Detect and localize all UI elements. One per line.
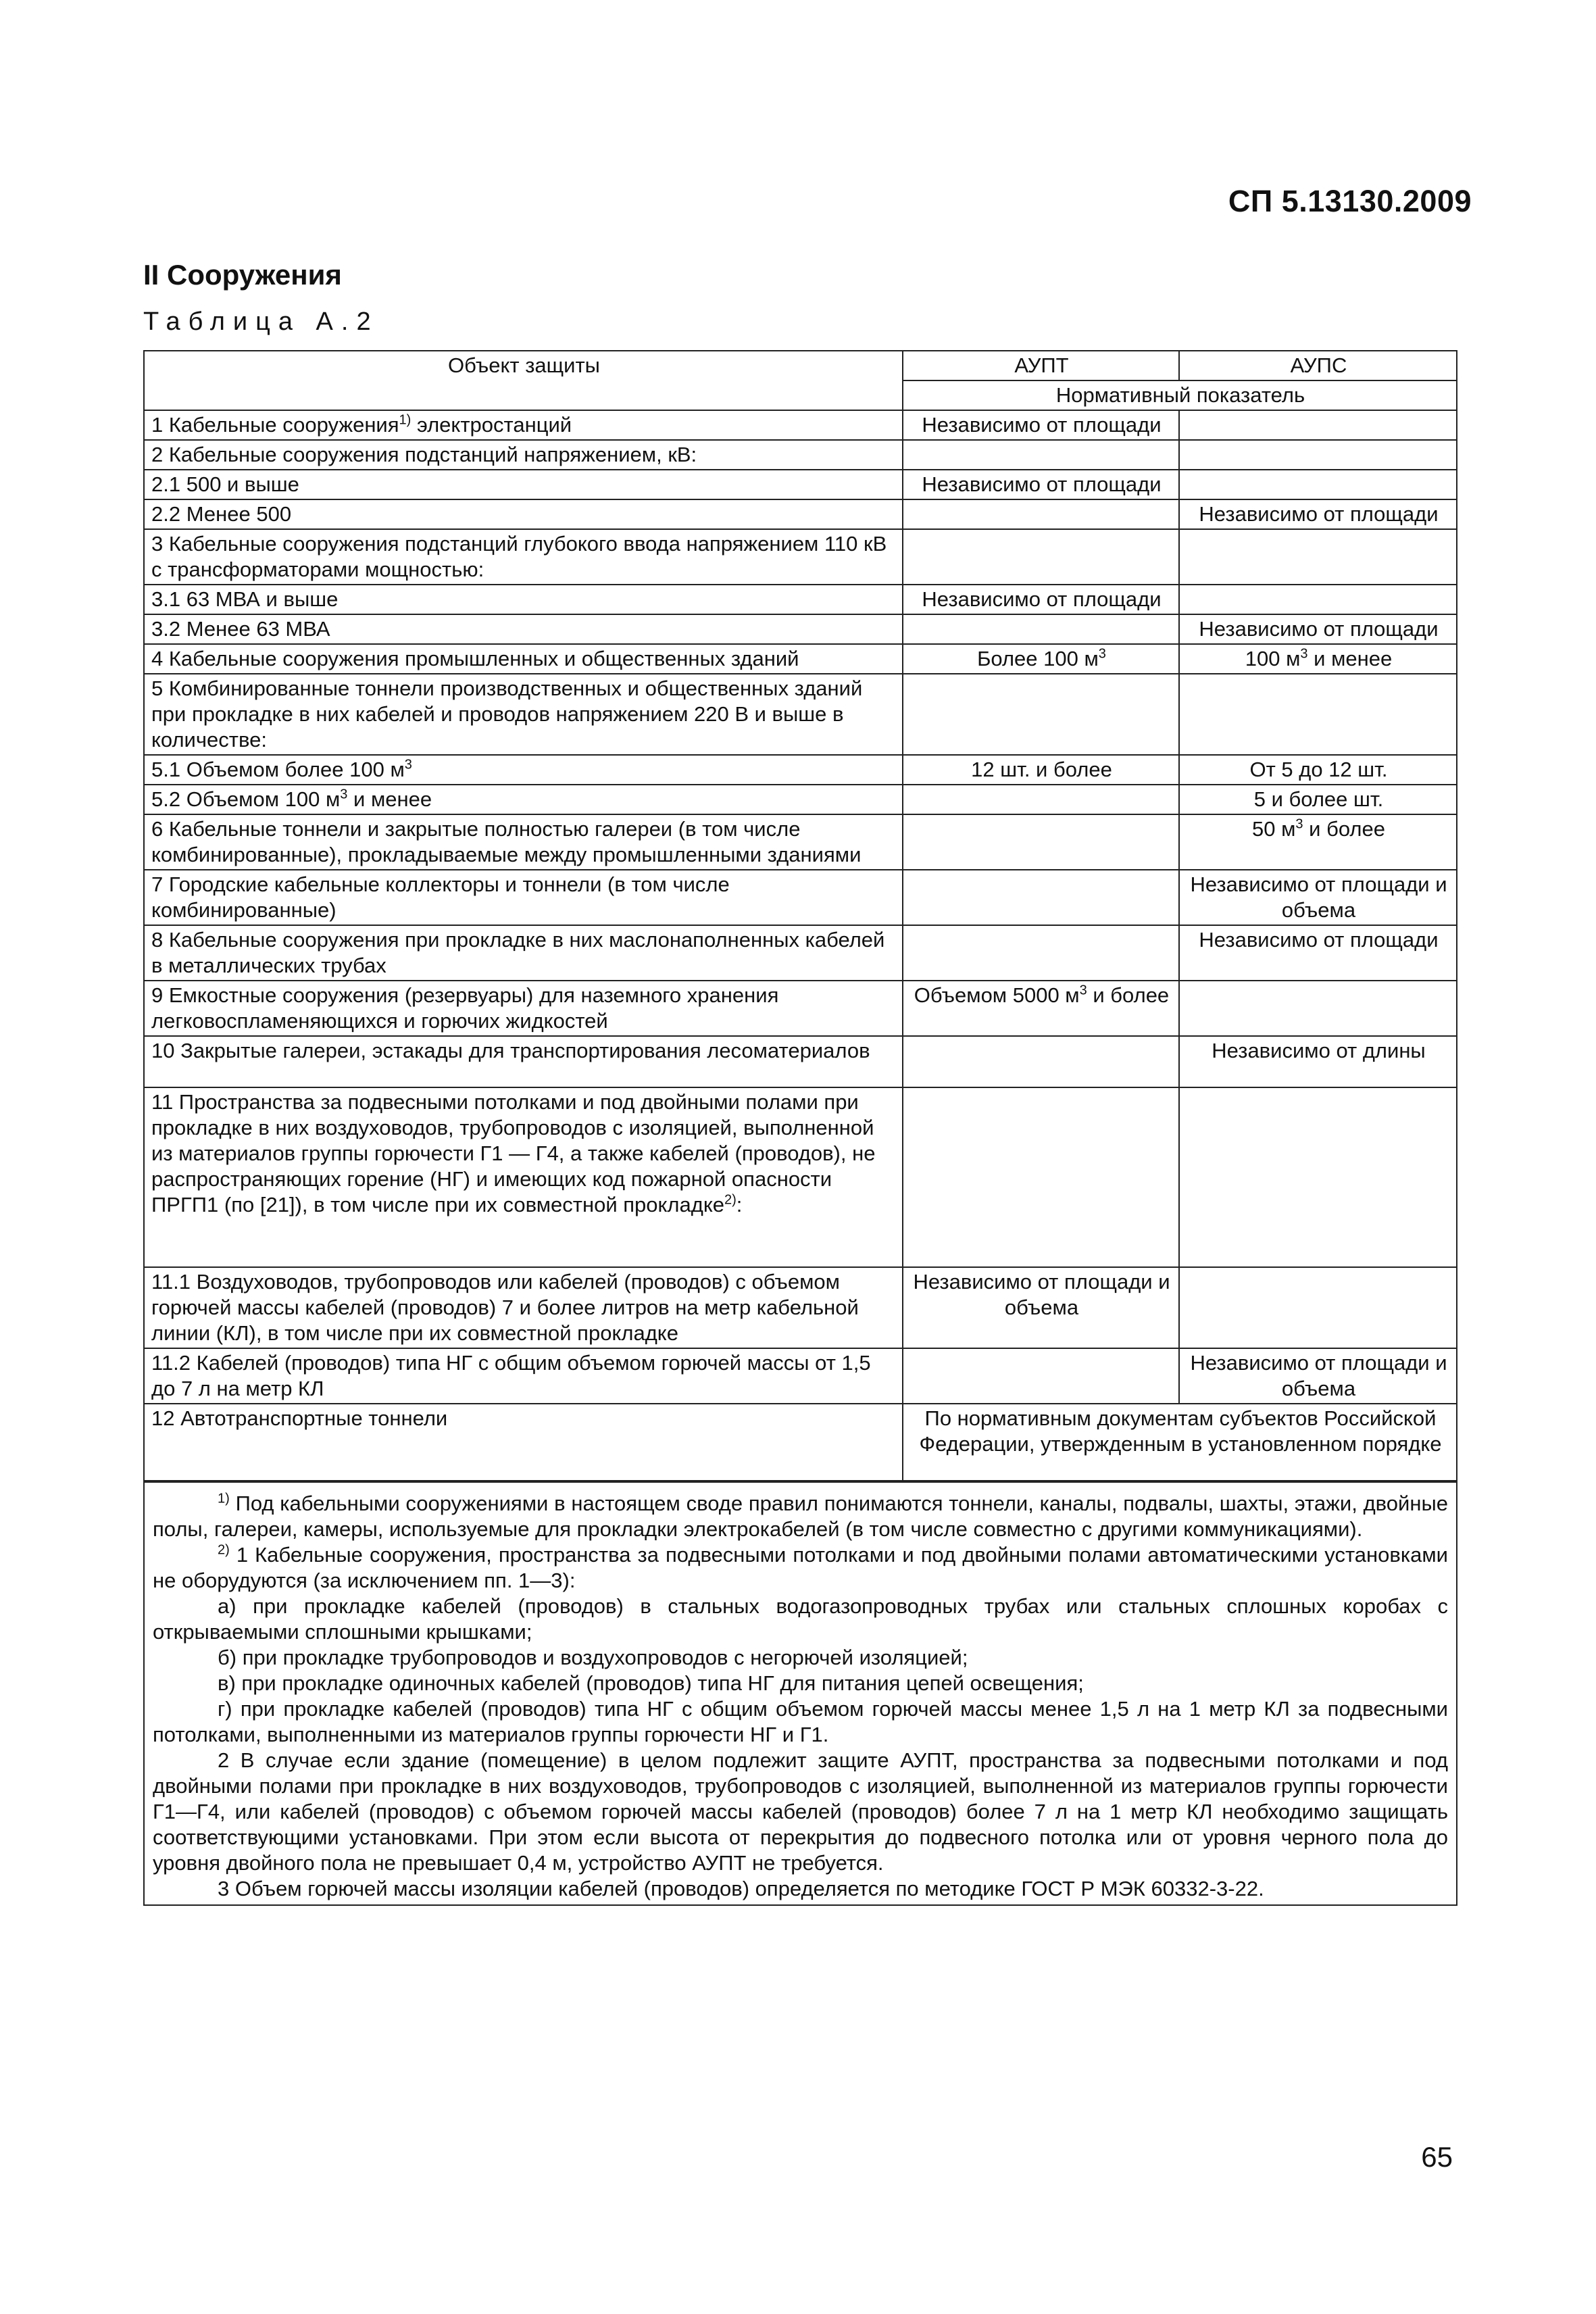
cell-object bbox=[145, 1036, 903, 1087]
table-row bbox=[145, 1267, 1456, 1348]
cell-object bbox=[145, 1267, 903, 1348]
table-row bbox=[145, 529, 1456, 585]
footnote-mark: 3 bbox=[1098, 646, 1106, 662]
cell-aups bbox=[1179, 1087, 1456, 1267]
footnote-paragraph bbox=[153, 1876, 1448, 1902]
cell-text: Независимо от площади и объема bbox=[1190, 1351, 1447, 1400]
cell-object bbox=[145, 981, 903, 1036]
table-row bbox=[145, 1036, 1456, 1087]
cell-aupt bbox=[903, 440, 1179, 470]
table-row bbox=[145, 470, 1456, 499]
cell-text: 1 Кабельные сооружения bbox=[151, 413, 399, 437]
cell-aupt bbox=[903, 529, 1179, 585]
cell-object bbox=[145, 644, 903, 674]
header-aups: АУПС bbox=[1179, 351, 1456, 380]
cell-object bbox=[145, 925, 903, 981]
footnote-mark: 2) bbox=[724, 1192, 737, 1208]
footnote-mark: 3 bbox=[1079, 983, 1087, 998]
cell-aupt bbox=[903, 1348, 1179, 1404]
header-object: Объект защиты bbox=[145, 351, 903, 410]
cell-text: Независимо от длины bbox=[1212, 1039, 1426, 1062]
cell-object bbox=[145, 674, 903, 755]
cell-text: 2.1 500 и выше bbox=[151, 472, 299, 496]
cell-aupt bbox=[903, 499, 1179, 529]
cell-text: 5.1 Объемом более 100 м bbox=[151, 758, 405, 781]
cell-text: 9 Емкостные сооружения (резервуары) для наземного хранения легковоспламеняющихся и горючих жидкостей bbox=[151, 983, 779, 1033]
footnote-mark: 1) bbox=[399, 412, 412, 428]
cell-text: 5.2 Объемом 100 м bbox=[151, 787, 341, 811]
footnote-mark: 1) bbox=[218, 1491, 230, 1506]
table-row bbox=[145, 585, 1456, 614]
footnote-paragraph bbox=[153, 1671, 1448, 1696]
cell-aupt bbox=[903, 585, 1179, 614]
cell-aupt bbox=[903, 755, 1179, 785]
table-row bbox=[145, 981, 1456, 1036]
footnote-paragraph bbox=[153, 1748, 1448, 1876]
cell-text: 5 Комбинированные тоннели производственных и общественных зданий при прокладке в них кабелей и проводов напряжением 220 В и выше в количестве: bbox=[151, 676, 863, 752]
table-row bbox=[145, 674, 1456, 755]
cell-aups bbox=[1179, 614, 1456, 644]
cell-text: От 5 до 12 шт. bbox=[1249, 758, 1388, 781]
cell-text: 8 Кабельные сооружения при прокладке в них маслонаполненных кабелей в металлических трубах bbox=[151, 928, 885, 977]
table-container bbox=[143, 350, 1457, 1906]
cell-aups bbox=[1179, 470, 1456, 499]
cell-text: 11.2 Кабелей (проводов) типа НГ с общим объемом горючей массы от 1,5 до 7 л на метр КЛ bbox=[151, 1351, 871, 1400]
cell-text-tail: : bbox=[736, 1193, 743, 1216]
cell-merged-normative: По нормативным документам субъектов Российской Федерации, утвержденным в установленном порядке bbox=[903, 1404, 1456, 1481]
cell-aups bbox=[1179, 1036, 1456, 1087]
footnote-paragraph bbox=[153, 1696, 1448, 1748]
cell-aups bbox=[1179, 585, 1456, 614]
cell-object bbox=[145, 499, 903, 529]
footnote-text: г) при прокладке кабелей (проводов) типа НГ с общим объемом горючей массы менее 1,5 л на 1 метр КЛ за подвесными потолками, выполненными из материалов группы горючести НГ и Г1. bbox=[153, 1697, 1448, 1746]
table-header-row bbox=[145, 351, 1456, 380]
cell-object bbox=[145, 470, 903, 499]
cell-aups bbox=[1179, 755, 1456, 785]
cell-aups bbox=[1179, 785, 1456, 814]
footnote-paragraph bbox=[153, 1645, 1448, 1671]
cell-aupt bbox=[903, 814, 1179, 870]
cell-text: 100 м bbox=[1245, 647, 1301, 670]
footnote-text: 2 В случае если здание (помещение) в целом подлежит защите АУПТ, пространства за подвесными потолками и под двойными полами при прокладке в них воздуховодов, трубопроводов с изоляцией, выполненной из материалов группы горючести Г1—Г4, или кабелей (проводов) с объемом горючей массы кабелей (проводов) более 7 л на 1 метр КЛ необходимо защищать соответствующими установками. При этом если высота от перекрытия до подвесного потолка или от уровня черного пола до уровня двойного пола не превышает 0,4 м, устройство АУПТ не требуется. bbox=[153, 1748, 1448, 1875]
cell-aupt bbox=[903, 1036, 1179, 1087]
cell-text: 10 Закрытые галереи, эстакады для транспортирования лесоматериалов bbox=[151, 1039, 870, 1062]
cell-text: Более 100 м bbox=[977, 647, 1099, 670]
cell-aupt bbox=[903, 925, 1179, 981]
cell-text: Независимо от площади bbox=[922, 472, 1162, 496]
cell-aupt bbox=[903, 614, 1179, 644]
cell-aups bbox=[1179, 644, 1456, 674]
cell-object bbox=[145, 1087, 903, 1267]
cell-aupt bbox=[903, 1087, 1179, 1267]
cell-text: 12 шт. и более bbox=[971, 758, 1112, 781]
cell-text: 11 Пространства за подвесными потолками и под двойными полами при прокладке в них воздуховодов, трубопроводов с изоляцией, выполненной из материалов группы горючести Г1 — Г4, а также кабелей (проводов), не распространяющих горение (НГ) и имеющих код пожарной опасности ПРГП1 (по [21]), в том числе при их совместной прокладке bbox=[151, 1090, 876, 1216]
section-title: II Сооружения bbox=[143, 259, 342, 291]
cell-aups bbox=[1179, 440, 1456, 470]
cell-text: Независимо от площади bbox=[922, 587, 1162, 611]
cell-text: 50 м bbox=[1252, 817, 1296, 841]
cell-text: 5 и более шт. bbox=[1253, 787, 1384, 811]
cell-object bbox=[145, 814, 903, 870]
table-row bbox=[145, 1404, 1456, 1481]
cell-aups bbox=[1179, 981, 1456, 1036]
cell-aupt bbox=[903, 785, 1179, 814]
cell-text: 3.1 63 МВА и выше bbox=[151, 587, 339, 611]
footnote-mark: 2) bbox=[218, 1542, 230, 1558]
cell-aups bbox=[1179, 925, 1456, 981]
cell-aups bbox=[1179, 1348, 1456, 1404]
table-row bbox=[145, 1348, 1456, 1404]
cell-text: 11.1 Воздуховодов, трубопроводов или кабелей (проводов) с объемом горючей массы кабелей (проводов) 7 и более литров на метр кабельной линии (КЛ), в том числе при их совместной прокладке bbox=[151, 1270, 859, 1345]
table-row bbox=[145, 614, 1456, 644]
table-row bbox=[145, 499, 1456, 529]
cell-aups bbox=[1179, 529, 1456, 585]
cell-object bbox=[145, 440, 903, 470]
cell-aups bbox=[1179, 499, 1456, 529]
page-number: 65 bbox=[1421, 2141, 1453, 2173]
cell-aups bbox=[1179, 870, 1456, 925]
cell-text: 7 Городские кабельные коллекторы и тоннели (в том числе комбинированные) bbox=[151, 872, 730, 922]
document-code: СП 5.13130.2009 bbox=[1228, 184, 1472, 218]
cell-text-tail: и более bbox=[1087, 983, 1170, 1007]
footnote-mark: 3 bbox=[404, 757, 412, 772]
footnote-text: 3 Объем горючей массы изоляции кабелей (проводов) определяется по методике ГОСТ Р МЭК 60332-3-22. bbox=[218, 1877, 1264, 1900]
cell-aupt bbox=[903, 644, 1179, 674]
table-label: Таблица А.2 bbox=[143, 307, 379, 336]
footnote-text: 1 Кабельные сооружения, пространства за подвесными потолками и под двойными полами автоматическими установками не оборудуются (за исключением пп. 1—3): bbox=[153, 1543, 1448, 1592]
cell-aupt bbox=[903, 1267, 1179, 1348]
protection-table bbox=[145, 351, 1456, 1481]
cell-text-tail: и менее bbox=[1307, 647, 1393, 670]
header-normative: Нормативный показатель bbox=[903, 380, 1456, 410]
cell-aupt bbox=[903, 981, 1179, 1036]
cell-object bbox=[145, 870, 903, 925]
cell-aups bbox=[1179, 410, 1456, 440]
cell-text: Независимо от площади bbox=[1199, 928, 1439, 952]
cell-text-tail: и более bbox=[1303, 817, 1385, 841]
table-row bbox=[145, 1087, 1456, 1267]
cell-object: 12 Автотранспортные тоннели bbox=[145, 1404, 903, 1481]
cell-text: Независимо от площади bbox=[922, 413, 1162, 437]
table-row bbox=[145, 814, 1456, 870]
table-row bbox=[145, 925, 1456, 981]
cell-object bbox=[145, 410, 903, 440]
cell-text: 4 Кабельные сооружения промышленных и общественных зданий bbox=[151, 647, 799, 670]
table-row bbox=[145, 870, 1456, 925]
cell-object bbox=[145, 529, 903, 585]
table-row bbox=[145, 410, 1456, 440]
footnote-text: б) при прокладке трубопроводов и воздухопроводов с негорючей изоляцией; bbox=[218, 1646, 968, 1669]
cell-aupt bbox=[903, 410, 1179, 440]
cell-text: 6 Кабельные тоннели и закрытые полностью галереи (в том числе комбинированные), прокладываемые между промышленными зданиями bbox=[151, 817, 862, 866]
table-row bbox=[145, 785, 1456, 814]
footnote-text: а) при прокладке кабелей (проводов) в стальных водогазопроводных трубах или стальных сплошных коробах с открываемыми сплошными крышками; bbox=[153, 1594, 1448, 1644]
cell-object bbox=[145, 755, 903, 785]
cell-text-tail: электростанций bbox=[411, 413, 572, 437]
footnote-paragraph bbox=[153, 1542, 1448, 1594]
cell-aups bbox=[1179, 674, 1456, 755]
cell-object bbox=[145, 1348, 903, 1404]
table-footnotes bbox=[145, 1481, 1456, 1904]
footnote-mark: 3 bbox=[340, 787, 348, 802]
cell-object bbox=[145, 785, 903, 814]
cell-text-tail: и менее bbox=[347, 787, 432, 811]
table-row bbox=[145, 755, 1456, 785]
cell-aupt bbox=[903, 870, 1179, 925]
cell-text: 2.2 Менее 500 bbox=[151, 502, 292, 526]
footnote-text: в) при прокладке одиночных кабелей (проводов) типа НГ для питания цепей освещения; bbox=[218, 1671, 1084, 1695]
footnote-paragraph bbox=[153, 1594, 1448, 1645]
cell-text: Независимо от площади bbox=[1199, 502, 1439, 526]
footnote-paragraph bbox=[153, 1491, 1448, 1542]
cell-text: 3.2 Менее 63 МВА bbox=[151, 617, 330, 641]
cell-aupt bbox=[903, 470, 1179, 499]
cell-aups bbox=[1179, 814, 1456, 870]
cell-text: Независимо от площади и объема bbox=[1190, 872, 1447, 922]
cell-text: Независимо от площади и объема bbox=[913, 1270, 1170, 1319]
cell-text: 2 Кабельные сооружения подстанций напряжением, кВ: bbox=[151, 443, 697, 466]
cell-text: Независимо от площади bbox=[1199, 617, 1439, 641]
cell-text: 3 Кабельные сооружения подстанций глубокого ввода напряжением 110 кВ с трансформаторами мощностью: bbox=[151, 532, 887, 581]
cell-object bbox=[145, 614, 903, 644]
footnote-mark: 3 bbox=[1300, 646, 1308, 662]
cell-text: Объемом 5000 м bbox=[914, 983, 1080, 1007]
header-aupt: АУПТ bbox=[903, 351, 1179, 380]
table-row bbox=[145, 440, 1456, 470]
cell-aupt bbox=[903, 674, 1179, 755]
footnote-mark: 3 bbox=[1295, 816, 1303, 832]
table-row bbox=[145, 644, 1456, 674]
cell-aups bbox=[1179, 1267, 1456, 1348]
cell-object bbox=[145, 585, 903, 614]
footnote-text: Под кабельными сооружениями в настоящем своде правил понимаются тоннели, каналы, подвалы, шахты, этажи, двойные полы, галереи, камеры, используемые для прокладки электрокабелей (в том числе совместно с другими коммуникациями). bbox=[153, 1492, 1448, 1541]
